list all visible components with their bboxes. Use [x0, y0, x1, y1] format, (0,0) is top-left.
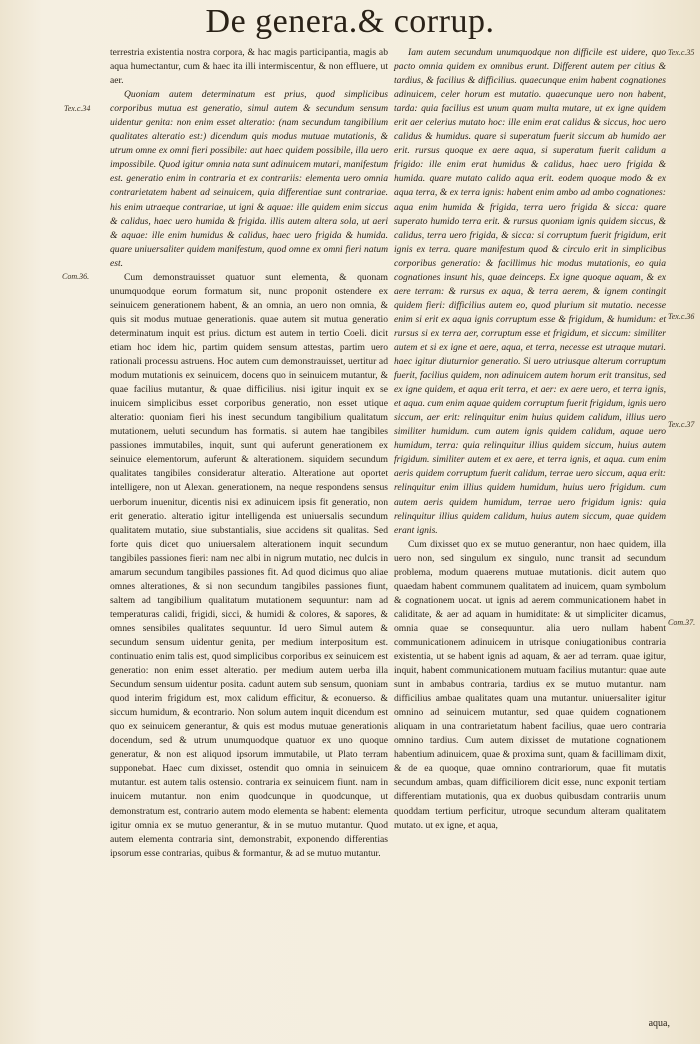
margin-note-text-35: Tex.c.35 — [668, 48, 695, 57]
right-aristotle-text: Iam autem secundum unumquodque non difficile est uidere, quo pacto omnia quidem ex omnibus erunt. Different autem per citius & tardius, & facilius & difficilius. quaecunque enim habent cognationes adinuicem, celer horum est mutatio. quaecunque uero non habent, tarda: quia facilius est unum quam multa mutare, ut ex igne quidem erit aer celerius mutato hoc: ille enim erat calidus & siccus, hoc uero calidus & humidus. quare si superatum fuerit siccum ab humido aer erit. rursus quoque ex aere aqua, si superatum fuerit calidum a frigido: ille enim erat humidus & calidus, haec uero frigida & humida. quare mutato calido aqua erit. eodem quoque modo & ex aqua terra, & ex terra ignis: habent enim ambo ad ambo cognationes: aqua enim humida & frigida, terra uero frigida & sicca: quare superato humido terra erit. & rursus quoniam ignis quidem siccus, & calidus, terra uero frigida, & sicca: si corruptum fuerit frigidum, erit ignis ex terra. quare manifestum quod & circulo erit in simplicibus corporibus generatio: & facillimus hic modus mutationis, eo quia cognationes insunt his, quae deinceps. Ex igne quoque aquam, & ex aere terram: & rursus ex aqua, & terra aerem, & ignem contingit quidem fieri: difficilius autem eo, quod plurium sit mutatio. necesse enim si erit ex aqua ignis corruptum esse & frigidum, & humidum: et rursus si ex terra aer, corruptum esse et frigidum, et siccum: similiter autem et si ex igne et aere, aqua, et terra, necesse est utraque mutari. haec igitur diuturnior generatio. Si uero utriusque alterum corruptum fuerit, facilius quidem, non adinuicem autem horum erit transitus, sed ex igne quidem, et aqua erit terra, et aer: ex aere uero, et terra ignis, et aqua. cum enim aquae quidem corruptum fuerit frigidum, ignis uero siccum, aer erit: relinquitur enim huius quidem calidum, illius uero similiter humidum. cum autem ignis quidem calidum, aquae uero humidum, terra: quia relinquitur illius quidem siccum, huius autem frigidum. similiter autem et ex aere, et terra ignis, et aqua. cum enim aeris quidem corruptum fuerit calidum, terrae uero siccum, aqua erit: relinquitur enim illius quidem humidum, huius uero frigidum. cum autem aeris quidem humidum, terrae uero frigidum ignis: quia relinquitur illius quidem calidum, huius autem siccum, quae quidem erant ignis. — [394, 47, 666, 536]
right-column — [394, 46, 666, 833]
left-commentary: Cum demonstrauisset quatuor sunt elementa, & quonam unumquodque eorum formatum sit, nunc proponit ostendere ex seinuicem generationem habent, & an omnia, an uero non omnia, & quis sit modus mutuae generationis. quae autem sit mutua generatio determinatum inquit est prius. dictum est autem in tertio Coeli. dicit etiam hoc idem hic, partim quidem sensum attestas, partim uero rationali processu astruens. Hoc autem cum demonstrauisset, uertitur ad modum mutationis ex seinuicem, docens quo in seinuicem mutantur, & quae facilius mutantur, & quae difficilius. nisi igitur inquit ex se inuicem simplicibus esset corporibus generatio, non esset utique alteratio: quoniam fieri his inest secundum tangibilium qualitatum mutationem, ueluti secundum has formatis. si autem hae tangibiles passiones immutabiles, inquit, sunt qui auferunt generationem ex seinuice elementorum, auferunt & alterationem. siquidem secundum qualitates tangibiles consideratur alteratio. Alteratione aut oportet intelligere, non ut Alexan. generationem, na neque respondens sensus uerborum inuenitur, dicentis nisi ex adinuicem ipsis fit generatio, non erit generatio. alteratio igitur intelligenda est uniuersalis secundum qualitatem mutatio, siue substantialis, siue accidens sit qualitas. Sed forte quis dicet quo uniuersalem alterationem inquit secundum tangibiles passiones fieri: nam nec albi in nigrum mutatio, nec dulcis in amarum secundum tangibiles passiones fit. Ad quod dicimus quo aliae omnes alterationes, & si non secundum tangibiles passiones fiunt, saltem ad tangibilium qualitatum mutationem sequuntur: nam ad temperaturas calidi, frigidi, sicci, & humidi & colores, & sapores, & omnes sensibiles qualitates sequuntur. Id uero Simul autem & secundum sensum uidentur genita, per medium interpositum est. continuatio enim talis est, quod simplicibus corporibus ex seinuicem est generatio: non enim esset alteratio. per medium autem uerba illa Secundum sensum uidentur posita. cadunt autem sub sensum, quoniam quod interim frigidum est, mox calidum efficitur, & econuerso. & siccum humidum, & econtrario. Non solum autem inquit dicendum est quo ex seinuicem generantur, & quis est modus mutuae generationis docendum, sed & utrum unumquodque quatuor ex uno quoque generatur, & non est aliquod ipsorum immutabile, ut Plato terram supponebat. Haec cum dixisset, ostendit quo omnia in seinuicem mutantur. est autem talis ostensio. contraria ex seinuicem fiunt. nam in inuicem mutantur. non enim quodcunque in quodcunque, ut demonstratum est, contrario autem modo elementa se habent: elementa igitur omnia ex se mutuo generantur, & in se mutuo mutantur. Quod autem elementa contraria sint, demonstrabit, exponendo differentias ipsorum esse contrarias, quibus & formantur, & ad se mutuo mutantur. — [110, 271, 388, 859]
left-column — [110, 46, 388, 861]
margin-note-text-36: Tex.c.36 — [668, 312, 695, 321]
margin-note-text-34: Tex.c.34 — [64, 104, 91, 113]
catchword: aqua, — [648, 1018, 670, 1029]
left-aristotle-text: Quoniam autem determinatum est prius, quod simplicibus corporibus mutua est generatio, simul autem & secundum sensum uidentur genita: non enim esset alteratio: (nam secundum tangibilium qualitates alteratio est:) dicendum quis modus mutuae mutationis, & utrum omne ex omni fieri possibile: aut haec quidem possibile, illa uero impossibile. Quod igitur omnia nata sunt adinuicem mutari, manifestum est. generatio enim in contraria et ex contrariis: elementa uero omnia contrarietatem habent ad seinuicem, quia differentiae sunt contrariae. his enim utraeque contrariae, ut igni & aquae: ille quidem enim siccus & calidus, haec uero humida & frigida. illis autem altera sola, ut aeri & aquae: ille enim humidus & calidus, haec uero frigida & humida. quare uniuersaliter quidem manifestum, quod omne ex omni fieri natum est. — [110, 89, 388, 269]
margin-note-comment-36: Com.36. — [62, 272, 90, 281]
margin-note-comment-37: Com.37. — [668, 618, 696, 627]
right-commentary: Cum dixisset quo ex se mutuo generantur, non haec quidem, illa uero non, sed singulum ex singulo, nunc transit ad secundum problema, modum quaerens mutuae mutationis. dicit autem quo quaedam habent communem qualitatem ad inuicem, quam symbolum & cognationem uocat. ut ignis ad aerem communicationem habet in caliditate, & aer ad aquam in humiditate: & ut simpliciter dicamus, omnia quae se consequuntur. alia uero nullam habent communicationem adinuicem in utrisque coniugationibus contraria existentia, ut se habent ignis ad aquam, & aer ad terram. quae igitur, inquit, habent communicationem mutuam facilius mutantur: quae aute sunt in ambabus contraria, tardius ex se mutuo mutantur. nam difficilius ambae qualitates quam una mutantur. uniuersaliter igitur omnino ad seinuicem mutantur, sed quae quidem cognationem aliquam in una contrarietatum habent facilius, quae uero contraria omnino tardius. Cum autem dixisset de mutatione cognationem habentium adinuicem, quae & proxima sunt, quam & facillimam dixit, & de ea quoque, quae omnino contrariorum, quae fit mutatis secundum ambas, quam difficiliorem dicit esse, nunc exponit tertiam differentiam mutationis, qua ex duobus quibusdam contrariis unum quoddam tertium perficitur, utroque secundum alteram qualitatem mutato. ut ex igne, et aqua, — [394, 538, 666, 831]
running-head: De genera.& corrup. — [205, 3, 495, 40]
left-text-continuation: terrestria existentia nostra corpora, & hac magis participantia, magis ab aqua humectantur, cum & haec ita illi intermiscentur, & non effluere, ut aer. — [110, 47, 388, 87]
margin-note-text-37: Tex.c.37 — [668, 420, 695, 429]
